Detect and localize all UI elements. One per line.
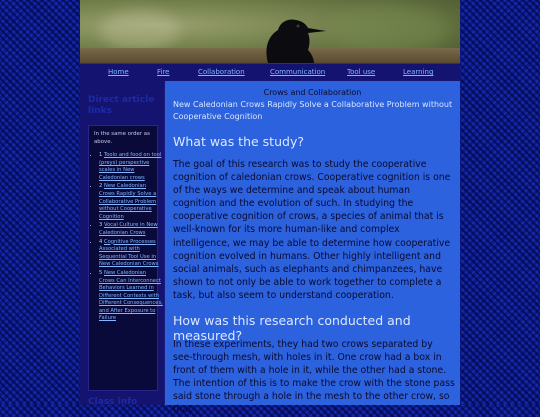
article-link-1[interactable]: Toolo and food on tool (preys) perspective scales in New Caledonian crows bbox=[99, 152, 162, 181]
nav-fire[interactable]: Fire bbox=[157, 68, 170, 76]
main-nav bbox=[80, 63, 460, 82]
page-container bbox=[80, 0, 460, 416]
nav-home[interactable]: Home bbox=[108, 68, 129, 76]
list-item: • 5 New Caledonian Crows Can Interconnect Behaviors Learned in Different Contexts with Different Consequences, and After Exposure to Failure bbox=[99, 270, 163, 323]
page-title: Crows and Collaboration bbox=[263, 88, 362, 97]
header-banner-image bbox=[80, 0, 460, 63]
article-link-4[interactable]: Cognitive Processes Associated with Sequential Tool Use in New Caledonian Crows bbox=[99, 238, 159, 268]
nav-collaboration[interactable]: Collaboration bbox=[198, 68, 245, 76]
list-item: • 3 Vocal Culture in New Caledonian Crows bbox=[99, 222, 163, 237]
article-links-box bbox=[88, 125, 163, 391]
main-content bbox=[165, 81, 460, 416]
list-item: • 4 Cognitive Processes Associated with Sequential Tool Use in New Caledonian Crows bbox=[99, 239, 163, 269]
section-heading-study: What was the study? bbox=[173, 134, 304, 149]
nav-learning[interactable]: Learning bbox=[403, 68, 434, 76]
sidebar-intro: In the same order as above. bbox=[94, 131, 150, 145]
section-heading-method: How was this research conducted and measured? bbox=[173, 313, 411, 343]
article-link-3[interactable]: Vocal Culture in New Caledonian Crows bbox=[99, 222, 158, 236]
article-link-5[interactable]: New Caledonian Crows Can Interconnect Behaviors Learned in Different Contexts with Different Consequences, and After Exposure to Failure bbox=[99, 269, 163, 322]
sidebar-title: Direct article links bbox=[88, 95, 155, 116]
list-item: • 1 Toolo and food on tool (preys) perspective scales in New Caledonian crows bbox=[99, 152, 163, 182]
nav-communication[interactable]: Communication bbox=[270, 68, 326, 76]
crow-image bbox=[240, 8, 330, 63]
nav-tool-use[interactable]: Tool use bbox=[347, 68, 376, 76]
article-links-list bbox=[92, 152, 163, 324]
article-link-2[interactable]: New Caledonian Crows Rapidly Solve a Collaborative Problem without Cooperative Cognition bbox=[99, 183, 157, 220]
method-paragraph: In these experiments, they had two crows separated by see-through mesh, with holes in it. One crow had a box in front of them with a hole in it, while the other had a stone. The intention of this is to make the crow with the stone pass said stone through a hole in the mesh to the other crow, so that bbox=[173, 339, 455, 416]
list-item: • 2 New Caledonian Crows Rapidly Solve a Collaborative Problem without Cooperative Cognition bbox=[99, 183, 163, 221]
sidebar-class-info-heading: Class info bbox=[88, 397, 138, 407]
article-title: New Caledonian Crows Rapidly Solve a Collaborative Problem without Cooperative Cognition bbox=[173, 100, 453, 121]
sidebar bbox=[80, 81, 164, 405]
study-paragraph: The goal of this research was to study the cooperative cognition of caledonian crows. Cooperative cognition is one of the ways we determine and speak about human cognition and the evolution of such. In studying the cooperative cognition of crows, a species of animal that is well-known for its more human-like and complex intelligence, we may be able to determine how cooperative cognition evolved in humans. Other highly intelligent and social animals, such as elephants and chimpanzees, have shown to not only be able to work together to complete a task, but also seem to understand cooperation. bbox=[173, 159, 451, 301]
